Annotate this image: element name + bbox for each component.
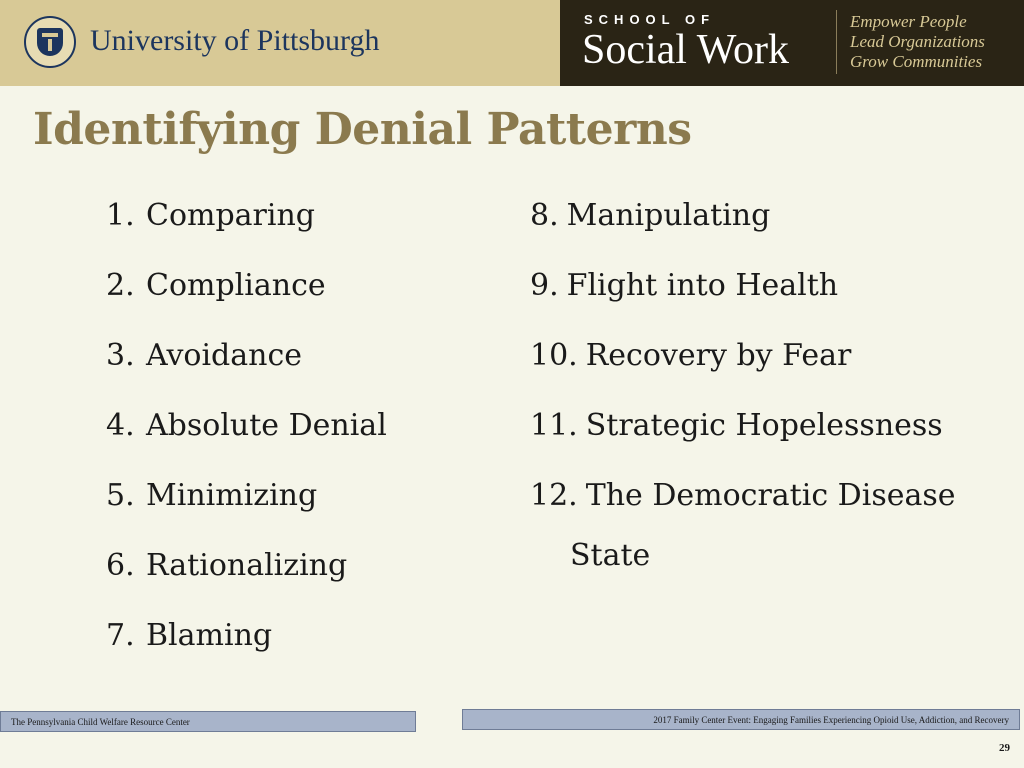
item-number: 1. (106, 198, 135, 233)
list-item (106, 615, 387, 685)
university-header (0, 0, 560, 86)
item-number: 10. (530, 338, 578, 373)
list-item (106, 475, 387, 545)
list-item (106, 195, 387, 265)
list-item (530, 195, 956, 265)
item-number: 9. (530, 268, 559, 303)
tagline-line: Lead Organizations (850, 32, 985, 51)
list-item (106, 405, 387, 475)
tagline-line: Grow Communities (850, 52, 983, 71)
item-text: Avoidance (146, 338, 303, 373)
list-item (530, 405, 956, 475)
tagline-line: Empower People (850, 12, 967, 31)
item-text: The Democratic Disease (585, 478, 956, 513)
list-item (530, 265, 956, 335)
school-name: Social Work (582, 27, 789, 73)
item-text: Recovery by Fear (585, 338, 852, 373)
header-divider (836, 10, 837, 74)
item-number: 5. (106, 478, 135, 513)
denial-list-left (106, 195, 387, 685)
item-text: Compliance (146, 268, 326, 303)
item-number: 6. (106, 548, 135, 583)
item-number: 8. (530, 198, 559, 233)
list-item (106, 545, 387, 615)
item-number: 3. (106, 338, 135, 373)
item-text: Blaming (146, 618, 273, 653)
item-text: Strategic Hopelessness (585, 408, 943, 443)
list-item (530, 475, 956, 573)
university-name: University of Pittsburgh (90, 24, 380, 57)
item-text: Comparing (146, 198, 316, 233)
item-text-continuation: State (570, 538, 651, 573)
school-of-label: SCHOOL OF (584, 12, 716, 27)
item-text: Manipulating (566, 198, 771, 233)
list-item (106, 335, 387, 405)
denial-list-right (530, 195, 956, 573)
item-number: 11. (530, 408, 578, 443)
footer-left-bar: The Pennsylvania Child Welfare Resource Center (0, 711, 416, 732)
item-text: Absolute Denial (146, 408, 387, 443)
item-text: Minimizing (146, 478, 318, 513)
item-text: Flight into Health (566, 268, 839, 303)
list-item (106, 265, 387, 335)
list-item (530, 335, 956, 405)
item-number: 12. (530, 478, 578, 513)
slide-title: Identifying Denial Patterns (33, 104, 692, 155)
page-number: 29 (999, 742, 1010, 754)
item-number: 4. (106, 408, 135, 443)
footer-right-bar: 2017 Family Center Event: Engaging Families Experiencing Opioid Use, Addiction, and Recovery (462, 709, 1020, 730)
item-number: 7. (106, 618, 135, 653)
item-number: 2. (106, 268, 135, 303)
university-seal-icon (24, 16, 76, 68)
school-header (560, 0, 1024, 86)
school-tagline (850, 12, 985, 72)
item-text: Rationalizing (146, 548, 348, 583)
